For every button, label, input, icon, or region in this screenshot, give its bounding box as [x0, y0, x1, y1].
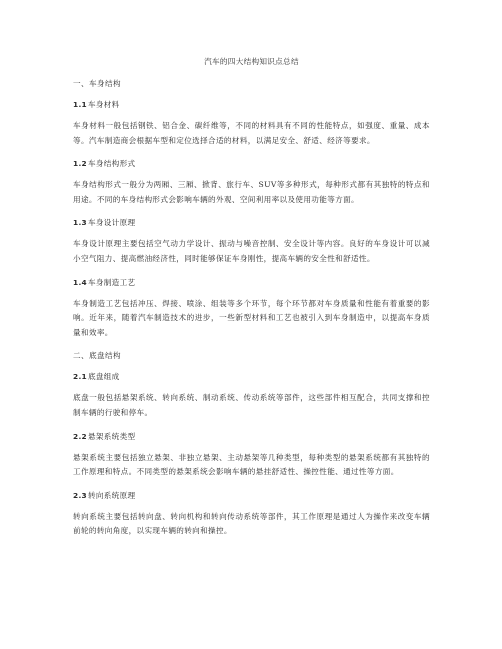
subsection-title: 车身制造工艺 — [88, 277, 136, 287]
subsection-heading — [73, 99, 430, 110]
subsection-number: 2.1 — [73, 372, 87, 382]
section-heading: 二、底盘结构 — [73, 351, 121, 361]
paragraph: 车身设计原理主要包括空气动力学设计、振动与噪音控制、安全设计等内容。良好的车身设计可以减小空气阻力、提高燃油经济性，同时能够保证车身刚性，提高车辆的安全性和舒适性。 — [73, 239, 430, 263]
subsection-heading — [73, 277, 430, 288]
subsection-number: 1.4 — [73, 277, 87, 287]
subsection-title: 车身结构形式 — [88, 159, 136, 169]
paragraph: 车身制造工艺包括冲压、焊接、喷涂、组装等多个环节，每个环节都对车身质量和性能有着重要的影响。近年来，随着汽车制造技术的进步，一些新型材料和工艺也被引入到车身制造中，以提高车身质量和效率。 — [73, 298, 430, 337]
paragraph: 车身结构形式一般分为两厢、三厢、掀背、旅行车、SUV等多种形式，每种形式都有其独特的特点和用途。不同的车身结构形式会影响车辆的外观、空间利用率以及使用功能等方面。 — [73, 180, 430, 204]
document-title: 汽车的四大结构知识点总结 — [204, 57, 299, 66]
subsection-heading — [73, 158, 430, 169]
subsection-title: 车身材料 — [88, 100, 120, 109]
subsection-heading — [73, 371, 430, 382]
subsection-title: 悬架系统类型 — [88, 431, 136, 441]
section-heading: 一、车身结构 — [73, 79, 121, 88]
subsection-heading — [73, 217, 430, 228]
subsection-number: 1.3 — [73, 218, 87, 228]
subsection-number: 1.1 — [73, 100, 87, 109]
paragraph: 悬架系统主要包括独立悬架、非独立悬架、主动悬架等几种类型，每种类型的悬架系统都有其独特的工作原理和特点。不同类型的悬架系统会影响车辆的悬挂舒适性、操控性能、通过性等方面。 — [73, 452, 430, 477]
paragraph: 底盘一般包括悬架系统、转向系统、制动系统、传动系统等部件，这些部件相互配合，共同支撑和控制车辆的行驶和停车。 — [73, 393, 430, 417]
subsection-number: 2.3 — [73, 490, 87, 500]
subsection-title: 底盘组成 — [88, 372, 120, 382]
subsection-title: 转向系统原理 — [88, 490, 136, 500]
subsection-heading — [73, 490, 430, 501]
subsection-number: 2.2 — [73, 431, 87, 441]
paragraph: 车身材料一般包括钢铁、铝合金、碳纤维等，不同的材料具有不同的性能特点，如强度、重量、成本等。汽车制造商会根据车型和定位选择合适的材料，以满足安全、舒适、经济等要求。 — [73, 121, 430, 145]
subsection-heading — [73, 431, 430, 442]
subsection-title: 车身设计原理 — [88, 218, 136, 228]
subsection-number: 1.2 — [73, 159, 87, 169]
paragraph: 转向系统主要包括转向盘、转向机构和转向传动系统等部件，其工作原理是通过人为操作来改变车辆前轮的转向角度，以实现车辆的转向和操控。 — [73, 511, 430, 536]
